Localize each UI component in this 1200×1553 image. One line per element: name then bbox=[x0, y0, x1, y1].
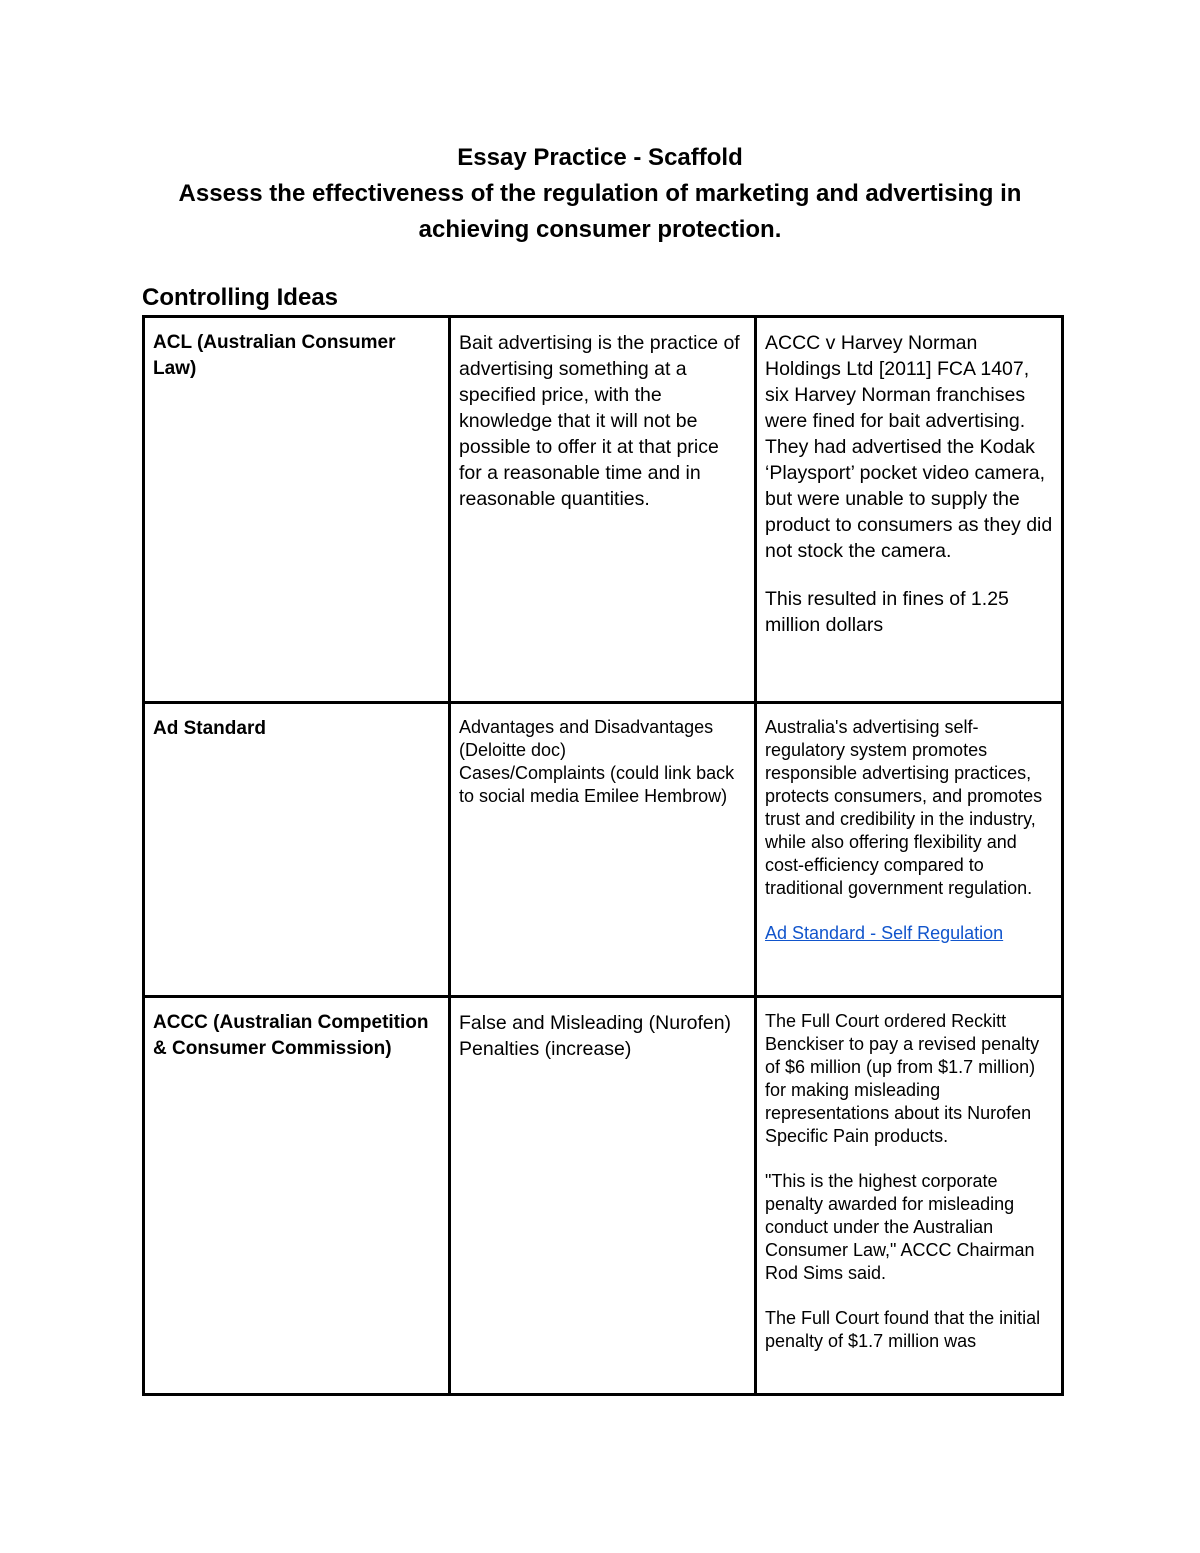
cell-explanation bbox=[450, 997, 756, 1395]
row-label-acl: ACL (Australian Consumer Law) bbox=[153, 332, 396, 379]
cell-evidence bbox=[756, 997, 1063, 1395]
self-regulation-summary: Australia's advertising self-regulatory system promotes responsible advertising practices, protects consumers, and promotes trust and credibility in the industry, while also offering flexibility and cost-efficiency compared to traditional government regulation. bbox=[765, 717, 1043, 898]
false-misleading-note: False and Misleading (Nurofen) bbox=[459, 1012, 732, 1034]
ad-standard-self-regulation-link[interactable]: Ad Standard - Self Regulation bbox=[765, 923, 1004, 943]
bait-advertising-definition: Bait advertising is the practice of advertising something at a specified price, with the knowledge that it will not be possible to offer it at that price for a reasonable time and in reasonable quantities. bbox=[459, 332, 740, 510]
paragraph-gap bbox=[765, 564, 1053, 586]
cell-label bbox=[144, 997, 450, 1395]
row-label-ad-standard: Ad Standard bbox=[153, 718, 266, 739]
table-row-acl bbox=[144, 317, 1063, 703]
section-heading: Controlling Ideas bbox=[142, 284, 339, 311]
full-court-finding: The Full Court found that the initial penalty of $1.7 million was bbox=[765, 1308, 1041, 1351]
document-title: Essay Practice - Scaffold bbox=[457, 144, 743, 171]
cell-evidence bbox=[756, 703, 1063, 997]
paragraph-gap bbox=[765, 900, 1053, 922]
penalties-note: Penalties (increase) bbox=[459, 1038, 632, 1060]
paragraph-gap bbox=[765, 1285, 1053, 1307]
paragraph-gap bbox=[765, 1148, 1053, 1170]
row-label-accc: ACCC (Australian Competition & Consumer Commission) bbox=[153, 1012, 429, 1059]
cell-evidence bbox=[756, 317, 1063, 703]
nurofen-penalty-order: The Full Court ordered Reckitt Benckiser to pay a revised penalty of $6 million (up from $1.7 million) for making misleading representations about its Nurofen Specific Pain products. bbox=[765, 1011, 1040, 1146]
cell-explanation bbox=[450, 703, 756, 997]
harvey-norman-fine: This resulted in fines of 1.25 million dollars bbox=[765, 588, 1009, 636]
controlling-ideas-table bbox=[142, 315, 1064, 1396]
advantages-disadvantages-note: Advantages and Disadvantages (Deloitte doc) bbox=[459, 717, 714, 760]
cell-explanation bbox=[450, 317, 756, 703]
harvey-norman-case: ACCC v Harvey Norman Holdings Ltd [2011] FCA 1407, six Harvey Norman franchises were fined for bait advertising. They had advertised the Kodak ‘Playsport’ pocket video camera, but were unable to supply the product to consumers as they did not stock the camera. bbox=[765, 332, 1053, 562]
table-row-accc bbox=[144, 997, 1063, 1395]
document-header bbox=[100, 140, 1100, 248]
cases-complaints-note: Cases/Complaints (could link back to social media Emilee Hembrow) bbox=[459, 763, 735, 806]
cell-label bbox=[144, 317, 450, 703]
table-row-ad-standard bbox=[144, 703, 1063, 997]
essay-question-line-2: achieving consumer protection. bbox=[418, 216, 782, 243]
essay-question-line-1: Assess the effectiveness of the regulation of marketing and advertising in bbox=[178, 180, 1022, 207]
cell-label bbox=[144, 703, 450, 997]
rod-sims-quote: "This is the highest corporate penalty awarded for misleading conduct under the Australian Consumer Law," ACCC Chairman Rod Sims said. bbox=[765, 1171, 1035, 1283]
